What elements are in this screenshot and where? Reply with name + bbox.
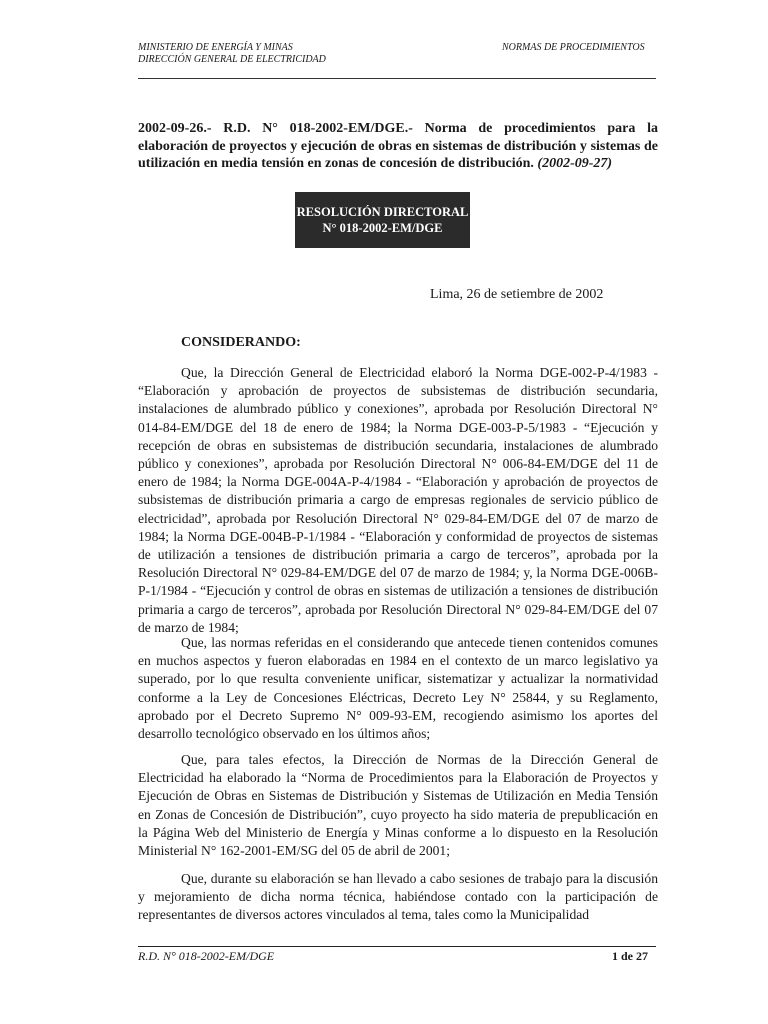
resolution-box	[295, 192, 470, 248]
title-publication-date: (2002-09-27)	[537, 156, 613, 171]
resolution-box-line1: RESOLUCIÓN DIRECTORAL	[296, 205, 469, 219]
document-title	[138, 120, 658, 173]
place-date: Lima, 26 de setiembre de 2002	[430, 287, 604, 302]
header-divider	[138, 78, 656, 79]
paragraph-2: Que, las normas referidas en el considerando que antecede tienen contenidos comunes en muchos aspectos y fueron elaboradas en 1984 en el contexto de un marco legislativo ya superado, por lo que resulta conveniente unificar, sistematizar y actualizar la normatividad conforme a la Ley de Concesiones Eléctricas, Decreto Ley N° 25844, y su Reglamento, aprobado por el Decreto Supremo N° 009-93-EM, recogiendo asimismo los aportes del desarrollo tecnológico observado en los últimos años;	[138, 635, 658, 742]
header-doc-type: NORMAS DE PROCEDIMIENTOS	[502, 42, 645, 53]
header-org-line2: DIRECCIÓN GENERAL DE ELECTRICIDAD	[138, 54, 326, 65]
footer-reference: R.D. N° 018-2002-EM/DGE	[138, 949, 275, 963]
header-org-line1: MINISTERIO DE ENERGÍA Y MINAS	[138, 42, 293, 53]
page-number: 1 de 27	[612, 949, 648, 963]
header-organization	[138, 42, 326, 66]
paragraph-3: Que, para tales efectos, la Dirección de Normas de la Dirección General de Electricidad ha elaborado la “Norma de Procedimientos para la Elaboración de Proyectos y Ejecución de Obras en Sistemas de Distribución y Sistemas de Utilización en Media Tensión en Zonas de Concesión de Distribución”, cuyo proyecto ha sido materia de prepublicación en la Página Web del Ministerio de Energía y Minas conforme a lo dispuesto en la Resolución Ministerial N° 162-2001-EM/SG del 05 de abril de 2001;	[138, 752, 658, 859]
paragraph-4: Que, durante su elaboración se han llevado a cabo sesiones de trabajo para la discusión y mejoramiento de dicha norma técnica, habiéndose contado con la participación de representantes de diversos actores vinculados al tema, tales como la Municipalidad	[138, 871, 658, 923]
footer-divider	[138, 946, 656, 947]
paragraph-1: Que, la Dirección General de Electricidad elaboró la Norma DGE-002-P-4/1983 - “Elaboración y aprobación de proyectos de subsistemas de distribución secundaria, instalaciones de alumbrado público y conexiones”, aprobada por Resolución Directoral N° 014-84-EM/DGE del 18 de enero de 1984; la Norma DGE-003-P-5/1983 - “Ejecución y recepción de obras en subsistemas de distribución secundaria, instalaciones de alumbrado público y conexiones”, aprobada por Resolución Directoral N° 006-84-EM/DGE del 11 de enero de 1984; la Norma DGE-004A-P-4/1984 - “Elaboración y aprobación de proyectos de subsistemas de distribución primaria a cargo de empresas regionales de servicio público de electricidad”, aprobada por Resolución Directoral N° 029-84-EM/DGE del 07 de marzo de 1984; la Norma DGE-004B-P-1/1984 - “Elaboración y conformidad de proyectos de sistemas de utilización a tensiones de distribución primaria a cargo de terceros”, aprobada por la Resolución Directoral N° 029-84-EM/DGE del 07 de marzo de 1984; y, la Norma DGE-006B-P-1/1984 - “Ejecución y control de obras en sistemas de utilización a tensiones de distribución primaria a cargo de terceros”, aprobada por Resolución Directoral N° 029-84-EM/DGE del 07 de marzo de 1984;	[138, 365, 658, 635]
considerando-heading: CONSIDERANDO:	[181, 335, 301, 350]
title-text: 2002-09-26.- R.D. N° 018-2002-EM/DGE.- Norma de procedimientos para la elaboración de proyectos y ejecución de obras en sistemas de distribución y sistemas de utilización en media tensión en zonas de concesión de distribución.	[138, 121, 658, 171]
resolution-box-line2: N° 018-2002-EM/DGE	[322, 221, 443, 235]
